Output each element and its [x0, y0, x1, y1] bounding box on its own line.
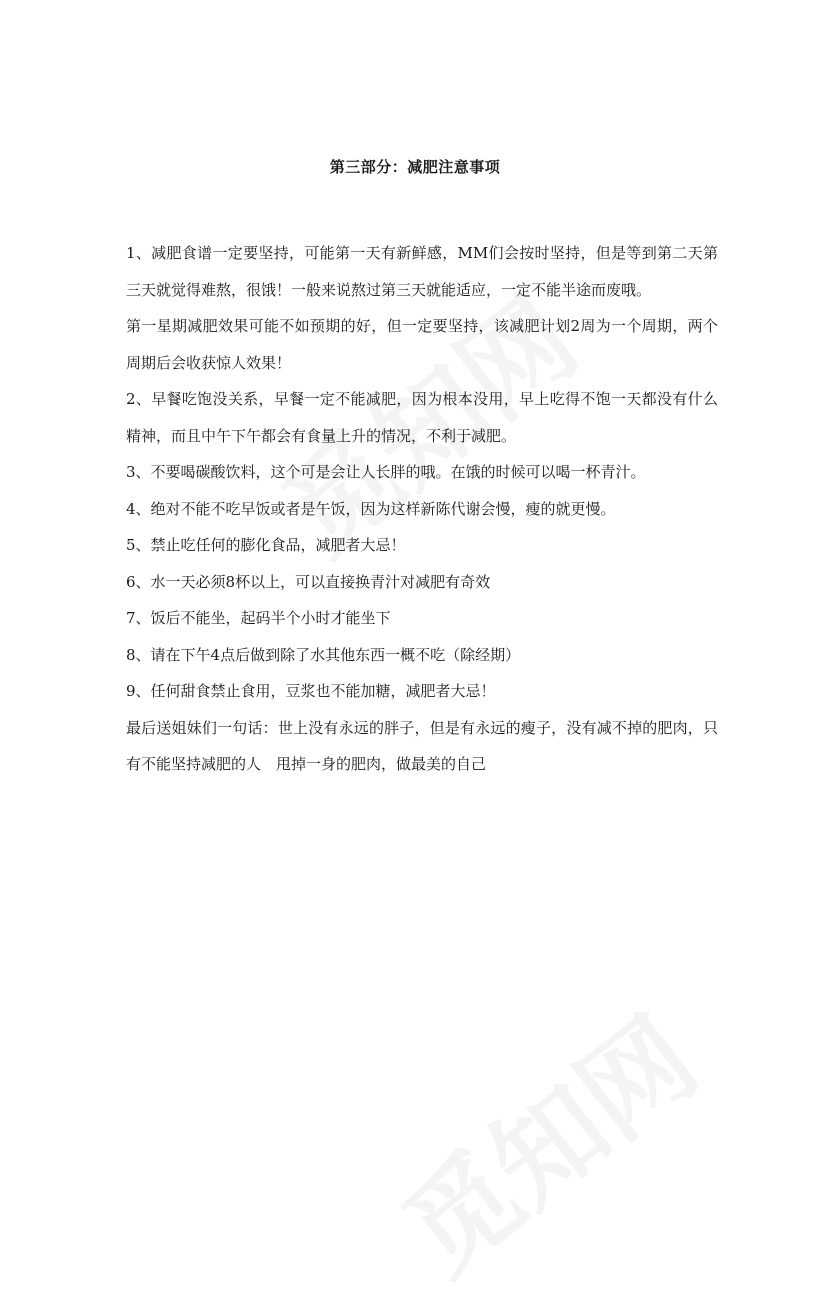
paragraph-first-week-note: 第一星期减肥效果可能不如预期的好，但一定要坚持，该减肥计划2周为一个周期，两个周期后会收获惊人效果！ — [126, 317, 718, 372]
paragraph-tip-5: 5、禁止吃任何的膨化食品，减肥者大忌！ — [126, 536, 406, 554]
paragraph-tip-8: 8、请在下午4点后做到除了水其他东西一概不吃（除经期） — [126, 645, 521, 664]
paragraph-tip-3: 3、不要喝碳酸饮料，这个可是会让人长胖的哦。在饿的时候可以喝一杯青汁。 — [126, 463, 646, 481]
document-body — [126, 235, 718, 783]
paragraph-tip-7: 7、饭后不能坐，起码半个小时才能坐下 — [126, 609, 391, 627]
paragraph-tip-2: 2、早餐吃饱没关系，早餐一定不能减肥，因为根本没用，早上吃得不饱一天都没有什么精神，而且中午下午都会有食量上升的情况，不利于减肥。 — [126, 390, 718, 445]
section-title: 第三部分：减肥注意事项 — [329, 158, 501, 176]
paragraph-tip-4: 4、绝对不能不吃早饭或者是午饭，因为这样新陈代谢会慢，瘦的就更慢。 — [126, 499, 616, 518]
paragraph-tip-1: 1、减肥食谱一定要坚持，可能第一天有新鲜感，MM们会按时坚持，但是等到第二天第三天就觉得难熬，很饿！一般来说熬过第三天就能适应，一定不能半途而废哦。 — [126, 244, 718, 299]
paragraph-tip-9: 9、任何甜食禁止食用，豆浆也不能加糖，减肥者大忌！ — [126, 682, 496, 700]
watermark — [366, 975, 723, 1303]
paragraph-tip-6: 6、水一天必须8杯以上，可以直接换青汁对减肥有奇效 — [126, 572, 491, 591]
paragraph-closing: 最后送姐妹们一句话：世上没有永远的胖子，但是有永远的瘦子，没有减不掉的肥肉，只有不能坚持减肥的人 甩掉一身的肥肉，做最美的自己 — [126, 718, 718, 773]
